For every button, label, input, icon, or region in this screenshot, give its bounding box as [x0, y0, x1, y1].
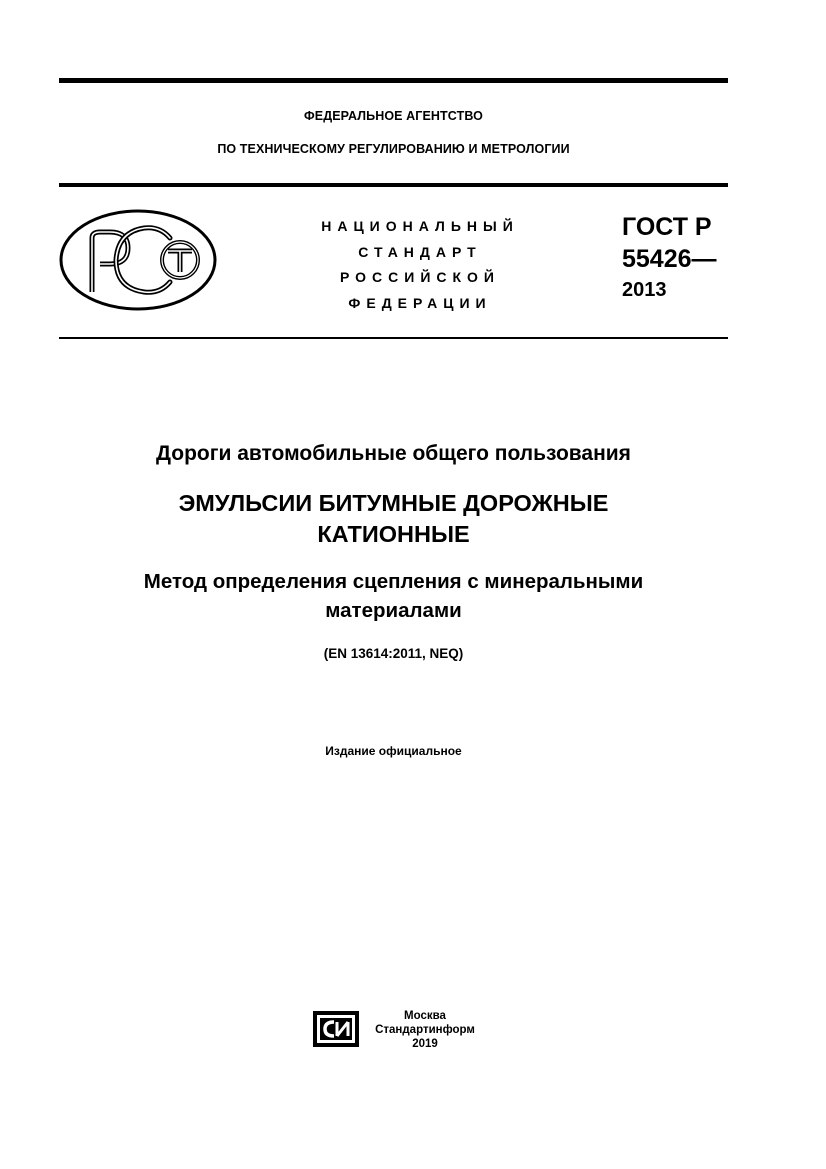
designation-line1: ГОСТ Р [622, 213, 712, 241]
title-group: Дороги автомобильные общего пользования [156, 442, 631, 465]
publisher-info [365, 1009, 485, 1051]
reference-standard: (EN 13614:2011, NEQ) [323, 646, 464, 661]
method-title-line2: материалами [325, 599, 462, 622]
top-rule [59, 78, 728, 83]
publisher-year: 2019 [412, 1038, 438, 1050]
bottom-rule [59, 337, 728, 339]
method-title-line1: Метод определения сцепления с минеральными [143, 570, 644, 593]
agency-name-line2: ПО ТЕХНИЧЕСКОМУ РЕГУЛИРОВАНИЮ И МЕТРОЛОГИИ [217, 142, 570, 156]
publisher-name: Стандартинформ [375, 1024, 475, 1036]
method-title [59, 567, 728, 625]
main-title-line1: ЭМУЛЬСИИ БИТУМНЫЕ ДОРОЖНЫЕ [178, 490, 609, 516]
standard-type-line3: РОССИЙСКОЙ [340, 269, 500, 285]
edition-note: Издание официальное [325, 744, 462, 758]
rst-certification-logo [58, 208, 218, 312]
standard-designation [622, 212, 717, 304]
main-title [59, 488, 728, 550]
publisher-city: Москва [404, 1010, 446, 1022]
designation-line2: 55426— [622, 245, 717, 273]
standard-type-line2: СТАНДАРТ [358, 243, 482, 260]
main-title-line2: КАТИОННЫЕ [317, 521, 470, 547]
middle-rule [59, 183, 728, 187]
agency-name-line1: ФЕДЕРАЛЬНОЕ АГЕНТСТВО [304, 109, 483, 123]
standard-type-line1: НАЦИОНАЛЬНЫЙ [321, 218, 519, 234]
designation-line3: 2013 [622, 279, 667, 301]
standard-type [300, 214, 540, 316]
standard-type-line4: ФЕДЕРАЦИИ [348, 294, 492, 311]
standartinform-logo [312, 1010, 360, 1048]
